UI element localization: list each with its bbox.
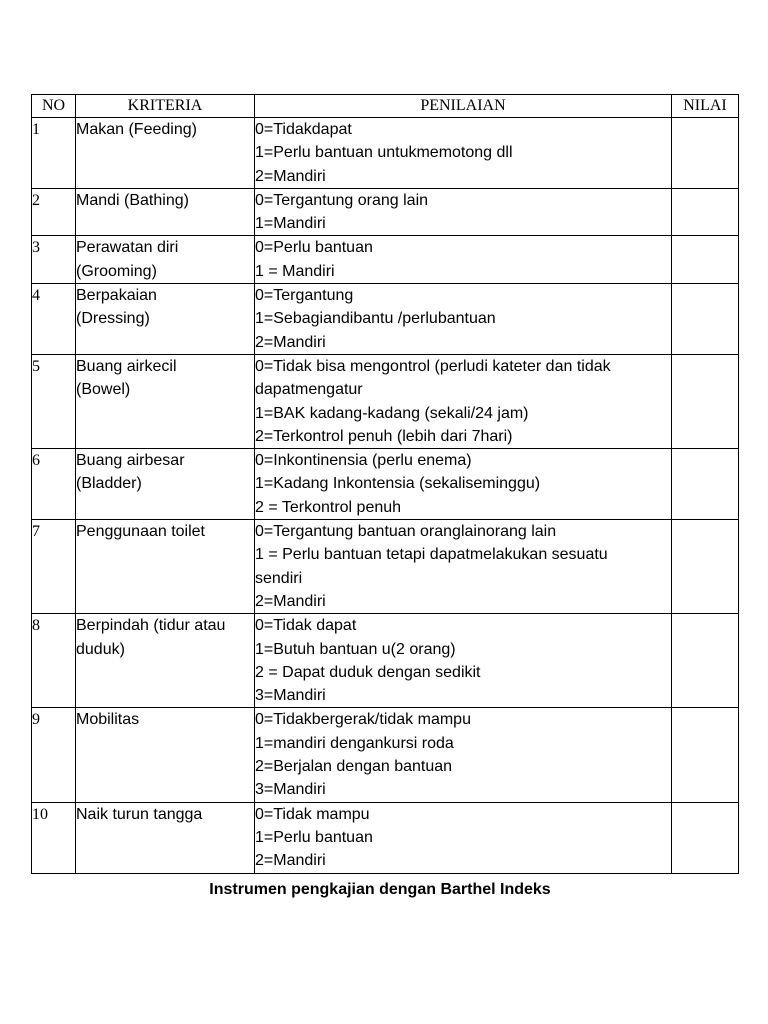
criteria-text: Berpakaian: [76, 287, 157, 305]
assessment-option: 0=Inkontinensia (perlu enema): [255, 452, 472, 470]
table-row: [32, 236, 739, 284]
assessment-option: 2=Mandiri: [255, 852, 326, 870]
header-penilaian: PENILAIAN: [255, 95, 672, 118]
assessment-option: sendiri: [255, 569, 303, 587]
assessment-option: 1=mandiri dengankursi roda: [255, 734, 454, 752]
barthel-index-table: [31, 94, 739, 874]
criteria-cell: [76, 354, 255, 448]
assessment-cell: [255, 520, 672, 614]
assessment-option: 1=Sebagiandibantu /perlubantuan: [255, 310, 496, 328]
table-row: [32, 614, 739, 708]
criteria-text: Mandi (Bathing): [76, 191, 189, 209]
assessment-cell: [255, 118, 672, 189]
assessment-option: 2=Terkontrol penuh (lebih dari 7hari): [255, 427, 513, 445]
assessment-option: 0=Tidak mampu: [255, 805, 370, 823]
assessment-option: 0=Tidak dapat: [255, 617, 357, 635]
assessment-option: 0=Tergantung orang lain: [255, 191, 429, 209]
score-cell: [672, 354, 739, 448]
criteria-text: (Grooming): [76, 262, 157, 280]
criteria-text: Buang airkecil: [76, 357, 177, 375]
assessment-option: 2 = Terkontrol penuh: [255, 498, 402, 516]
criteria-text: (Dressing): [76, 310, 150, 328]
header-kriteria: KRITERIA: [76, 95, 255, 118]
score-cell: [672, 520, 739, 614]
row-number: 10: [32, 802, 76, 873]
criteria-cell: [76, 188, 255, 236]
criteria-text: Perawatan diri: [76, 239, 179, 257]
assessment-option: 2=Berjalan dengan bantuan: [255, 758, 453, 776]
score-cell: [672, 449, 739, 520]
assessment-cell: [255, 284, 672, 355]
assessment-option: 0=Perlu bantuan: [255, 239, 373, 257]
criteria-cell: [76, 118, 255, 189]
assessment-option: 1=Mandiri: [255, 215, 326, 233]
score-cell: [672, 708, 739, 802]
header-no: NO: [32, 95, 76, 118]
table-row: [32, 708, 739, 802]
score-cell: [672, 802, 739, 873]
table-header-row: [32, 95, 739, 118]
assessment-option: 1=Kadang Inkontensia (sekaliseminggu): [255, 475, 541, 493]
score-cell: [672, 614, 739, 708]
assessment-option: 0=Tergantung bantuan oranglainorang lain: [255, 523, 557, 541]
row-number: 4: [32, 284, 76, 355]
criteria-cell: [76, 520, 255, 614]
row-number: 3: [32, 236, 76, 284]
row-number: 7: [32, 520, 76, 614]
score-cell: [672, 236, 739, 284]
assessment-cell: [255, 449, 672, 520]
criteria-text: (Bowel): [76, 381, 131, 399]
assessment-option: 1=Butuh bantuan u(2 orang): [255, 640, 456, 658]
table-body: [32, 118, 739, 874]
row-number: 1: [32, 118, 76, 189]
criteria-cell: [76, 236, 255, 284]
criteria-text: Buang airbesar: [76, 452, 185, 470]
assessment-option: 1=Perlu bantuan: [255, 828, 373, 846]
row-number: 6: [32, 449, 76, 520]
assessment-option: 2 = Dapat duduk dengan sedikit: [255, 663, 481, 681]
score-cell: [672, 284, 739, 355]
table-row: [32, 449, 739, 520]
assessment-option: 0=Tidakdapat: [255, 121, 352, 138]
criteria-cell: [76, 284, 255, 355]
criteria-text: Makan (Feeding): [76, 121, 197, 138]
criteria-text: Mobilitas: [76, 711, 140, 729]
criteria-text: Penggunaan toilet: [76, 523, 205, 541]
criteria-text: Berpindah (tidur atau: [76, 617, 226, 635]
assessment-option: 3=Mandiri: [255, 781, 326, 799]
assessment-option: 1 = Mandiri: [255, 262, 335, 280]
row-number: 5: [32, 354, 76, 448]
header-nilai: NILAI: [672, 95, 739, 118]
assessment-cell: [255, 188, 672, 236]
row-number: 9: [32, 708, 76, 802]
table-row: [32, 802, 739, 873]
assessment-option: 1=BAK kadang-kadang (sekali/24 jam): [255, 404, 529, 422]
criteria-cell: [76, 449, 255, 520]
table-row: [32, 520, 739, 614]
table-row: [32, 284, 739, 355]
assessment-option: 2=Mandiri: [255, 592, 326, 610]
table-row: [32, 188, 739, 236]
score-cell: [672, 118, 739, 189]
table-row: [32, 118, 739, 189]
criteria-text: Naik turun tangga: [76, 805, 203, 823]
assessment-option: 3=Mandiri: [255, 687, 326, 705]
assessment-option: 2=Mandiri: [255, 167, 326, 185]
row-number: 2: [32, 188, 76, 236]
criteria-text: (Bladder): [76, 475, 142, 493]
assessment-option: 0=Tidakbergerak/tidak mampu: [255, 711, 471, 729]
assessment-cell: [255, 708, 672, 802]
assessment-option: 1=Perlu bantuan untukmemotong dll: [255, 144, 513, 162]
assessment-cell: [255, 614, 672, 708]
criteria-cell: [76, 708, 255, 802]
row-number: 8: [32, 614, 76, 708]
assessment-cell: [255, 354, 672, 448]
table-row: [32, 354, 739, 448]
assessment-cell: [255, 802, 672, 873]
assessment-cell: [255, 236, 672, 284]
criteria-cell: [76, 614, 255, 708]
assessment-option: 2=Mandiri: [255, 333, 326, 351]
assessment-option: 1 = Perlu bantuan tetapi dapatmelakukan sesuatu: [255, 546, 608, 564]
assessment-option: 0=Tidak bisa mengontrol (perludi kateter dan tidak: [255, 357, 611, 375]
score-cell: [672, 188, 739, 236]
assessment-option: dapatmengatur: [255, 381, 363, 399]
criteria-text: duduk): [76, 640, 125, 658]
table-caption: Instrumen pengkajian dengan Barthel Indeks: [209, 881, 551, 898]
criteria-cell: [76, 802, 255, 873]
assessment-option: 0=Tergantung: [255, 287, 354, 305]
